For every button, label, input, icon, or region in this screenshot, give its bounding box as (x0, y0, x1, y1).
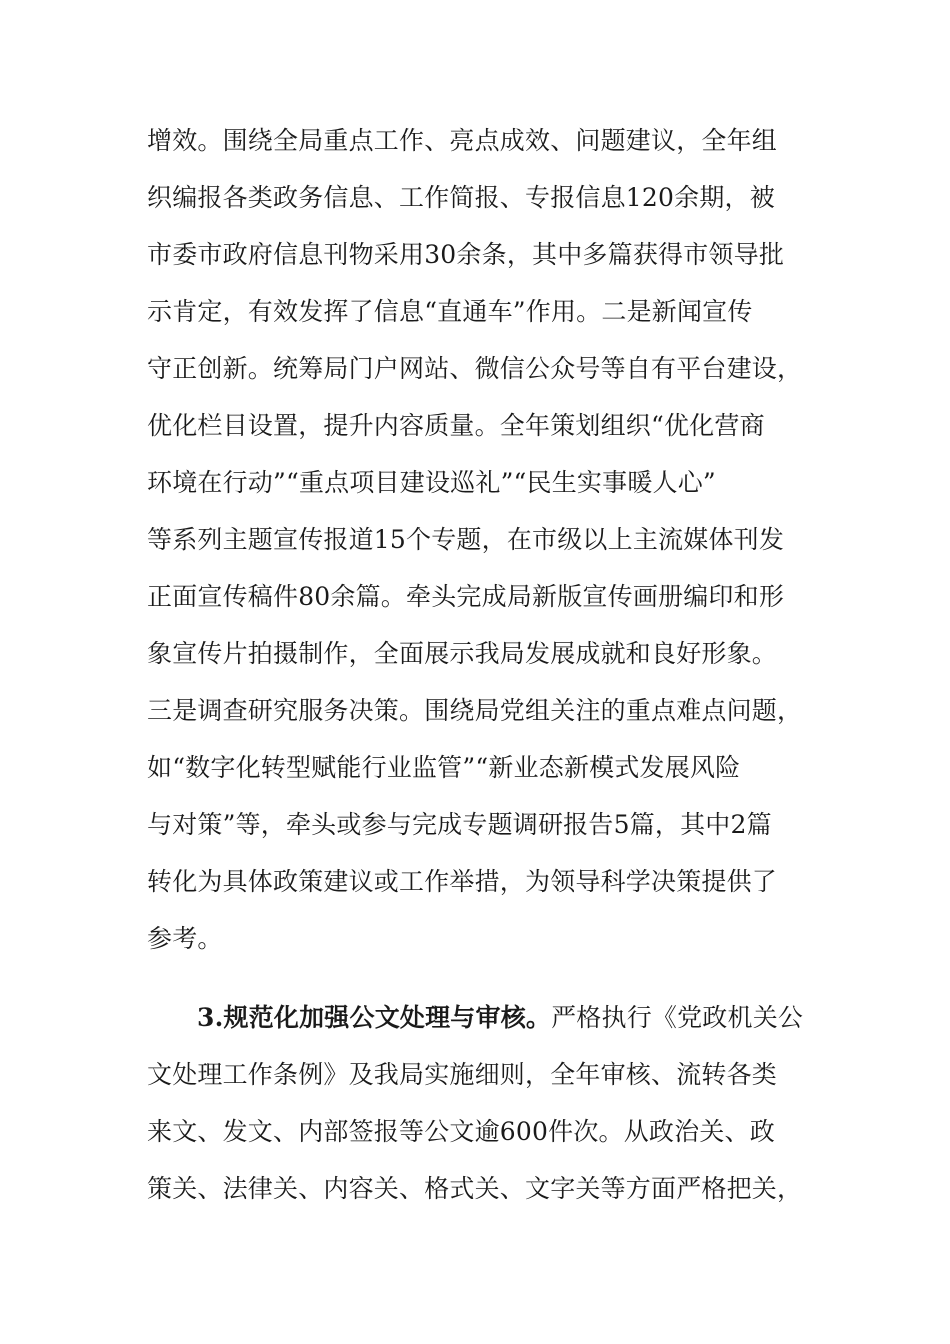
paragraph-line-12: 如“数字化转型赋能行业监管”“新业态新模式发展风险 (147, 753, 741, 782)
paragraph-line-6: 优化栏目设置，提升内容质量。全年策划组织“优化营商 (147, 411, 765, 440)
paragraph-line-10: 象宣传片拍摄制作，全面展示我局发展成就和良好形象。 (147, 639, 778, 668)
section3-first-line-text: 严格执行《党政机关公 (551, 1003, 804, 1032)
paragraph-line-13: 与对策”等，牵头或参与完成专题调研报告5篇，其中2篇 (147, 810, 772, 839)
section3-first-line (197, 998, 807, 1038)
paragraph-line-11: 三是调查研究服务决策。围绕局党组关注的重点难点问题， (147, 696, 803, 725)
paragraph-line-5: 守正创新。统筹局门户网站、微信公众号等自有平台建设， (147, 354, 803, 383)
section3-line-2: 文处理工作条例》及我局实施细则，全年审核、流转各类 (147, 1060, 778, 1089)
paragraph-line-8: 等系列主题宣传报道15个专题，在市级以上主流媒体刊发 (147, 525, 785, 554)
section3-line-3: 来文、发文、内部签报等公文逾600件次。从政治关、政 (147, 1117, 775, 1146)
paragraph-line-14: 转化为具体政策建议或工作举措，为领导科学决策提供了 (147, 867, 778, 896)
paragraph-line-7: 环境在行动”“重点项目建设巡礼”“民生实事暖人心” (147, 468, 716, 497)
paragraph-line-3: 市委市政府信息刊物采用30余条，其中多篇获得市领导批 (147, 240, 785, 269)
section3-line-4: 策关、法律关、内容关、格式关、文字关等方面严格把关， (147, 1174, 803, 1203)
paragraph-line-1: 增效。围绕全局重点工作、亮点成效、问题建议，全年组 (147, 126, 778, 155)
paragraph-line-15: 参考。 (147, 924, 223, 953)
section3-heading: 3.规范化加强公文处理与审核。 (197, 1003, 552, 1032)
paragraph-line-2: 织编报各类政务信息、工作简报、专报信息120余期，被 (147, 183, 775, 212)
paragraph-line-4: 示肯定，有效发挥了信息“直通车”作用。二是新闻宣传 (147, 297, 753, 326)
paragraph-line-9: 正面宣传稿件80余篇。牵头完成局新版宣传画册编印和形 (147, 582, 785, 611)
